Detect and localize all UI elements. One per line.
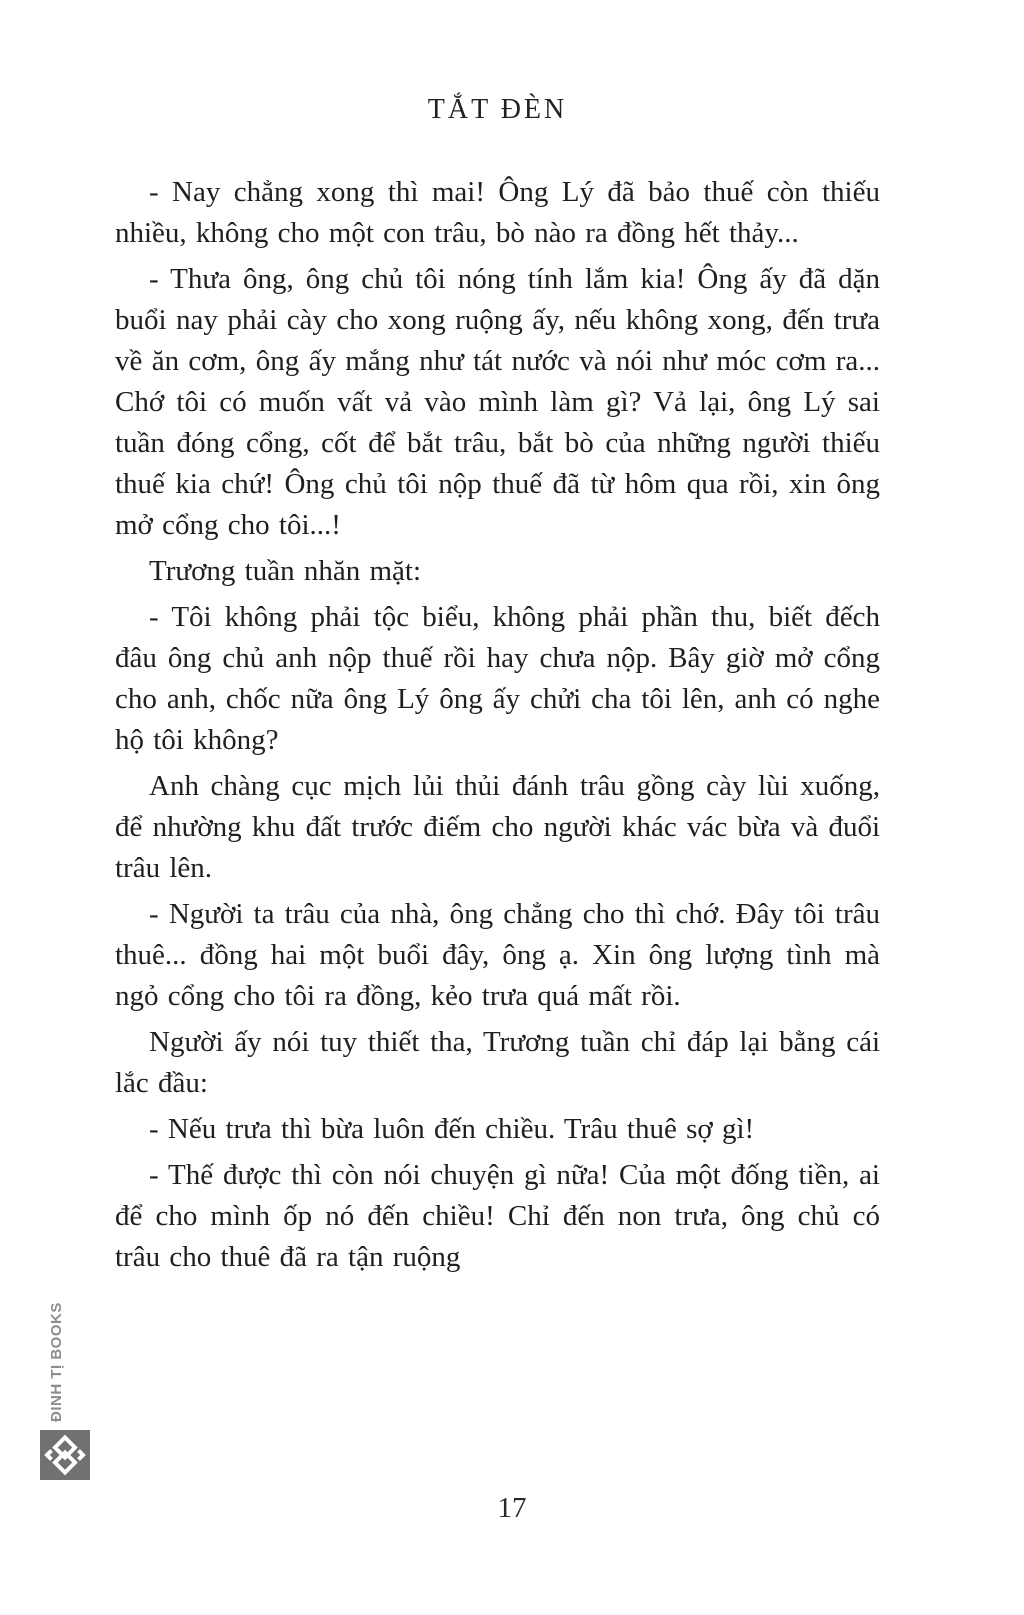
paragraph: - Người ta trâu của nhà, ông chẳng cho thì chớ. Đây tôi trâu thuê... đồng hai một buổi đây, ông ạ. Xin ông lượng tình mà ngỏ cổng cho tôi ra đồng, kẻo trưa quá mất rồi. [115,898,880,1012]
paragraph: - Thưa ông, ông chủ tôi nóng tính lắm kia! Ông ấy đã dặn buổi nay phải cày cho xong ruộng ấy, nếu không xong, đến trưa về ăn cơm, ông ấy mắng như tát nước và nói như móc cơm ra... Chớ tôi có muốn vất vả vào mình làm gì? Vả lại, ông Lý sai tuần đóng cổng, cốt để bắt trâu, bắt bò của những người thiếu thuế kia chứ! Ông chủ tôi nộp thuế đã từ hôm qua rồi, xin ông mở cổng cho tôi...! [115,263,880,541]
paragraph: - Nay chẳng xong thì mai! Ông Lý đã bảo thuế còn thiếu nhiều, không cho một con trâu, bò nào ra đồng hết thảy... [115,176,880,249]
body-text [115,172,880,1278]
paragraph: - Tôi không phải tộc biểu, không phải phần thu, biết đếch đâu ông chủ anh nộp thuế rồi hay chưa nộp. Bây giờ mở cổng cho anh, chốc nữa ông Lý ông ấy chửi cha tôi lên, anh có nghe hộ tôi không? [115,601,880,756]
publisher-logo [40,1430,90,1480]
page-title: TẮT ĐÈN [427,94,568,125]
paragraph: - Nếu trưa thì bừa luôn đến chiều. Trâu thuê sợ gì! [149,1113,755,1145]
paragraph: - Thế được thì còn nói chuyện gì nữa! Của một đống tiền, ai để cho mình ốp nó đến chiều! Chỉ đến non trưa, ông chủ có trâu cho thuê đã ra tận ruộng [115,1159,880,1273]
page-number: 17 [497,1492,527,1524]
paragraph: Người ấy nói tuy thiết tha, Trương tuần chỉ đáp lại bằng cái lắc đầu: [115,1026,880,1099]
paragraph: Trương tuần nhăn mặt: [149,555,421,587]
publisher-name: ĐINH TỊ BOOKS [48,1302,65,1422]
interlocking-diamonds-icon [40,1467,90,1484]
paragraph: Anh chàng cục mịch lủi thủi đánh trâu gồng cày lùi xuống, để nhường khu đất trước điếm cho người khác vác bừa và đuổi trâu lên. [115,770,880,884]
